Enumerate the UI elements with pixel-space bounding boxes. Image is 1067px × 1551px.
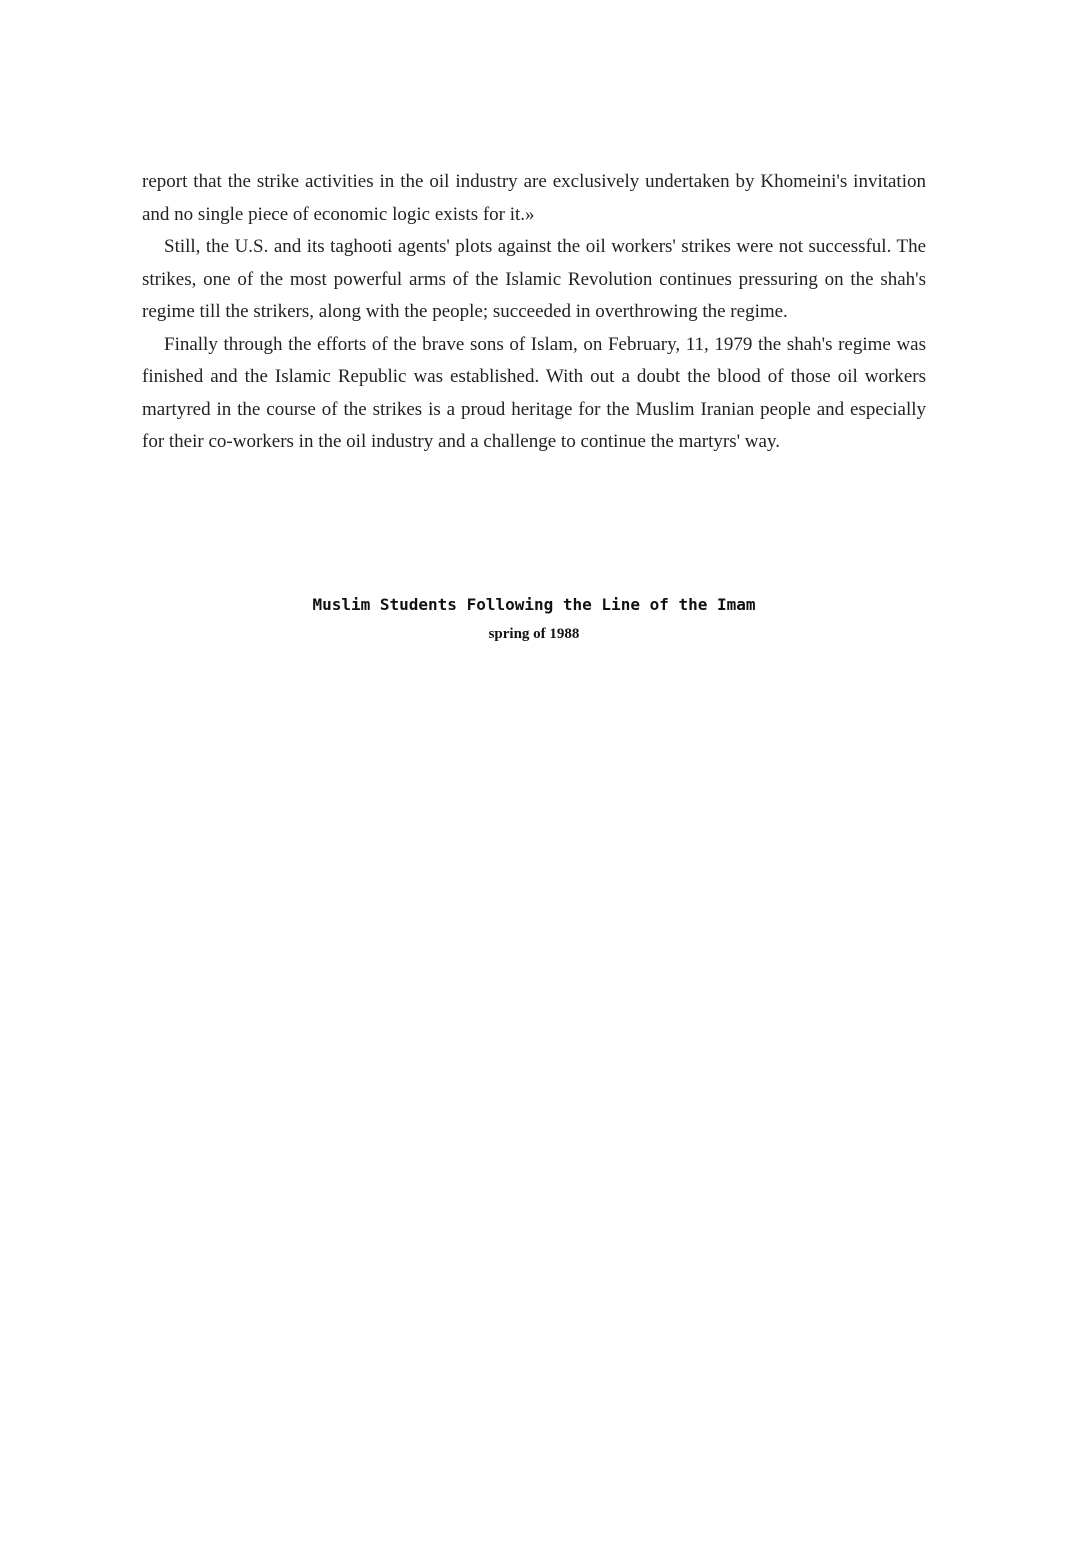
signature-block [142, 592, 926, 646]
body-text [142, 166, 926, 459]
signature-name: Muslim Students Following the Line of the Imam [312, 595, 756, 614]
paragraph-2: Still, the U.S. and its taghooti agents' plots against the oil workers' strikes were not successful. The strikes, one of the most powerful arms of the Islamic Revolution continues pressuring on the shah's regime till the strikers, along with the people; succeeded in overthrowing the regime. [142, 236, 926, 322]
paragraph-1: report that the strike activities in the oil industry are exclusively undertaken by Khomeini's invitation and no single piece of economic logic exists for it.» [142, 171, 926, 225]
paragraph-3: Finally through the efforts of the brave sons of Islam, on February, 11, 1979 the shah's regime was finished and the Islamic Republic was established. With out a doubt the blood of those oil workers martyred in the course of the strikes is a proud heritage for the Muslim Iranian people and especially for their co-workers in the oil industry and a challenge to continue the martyrs' way. [142, 333, 926, 452]
signature-date: spring of 1988 [488, 626, 580, 642]
